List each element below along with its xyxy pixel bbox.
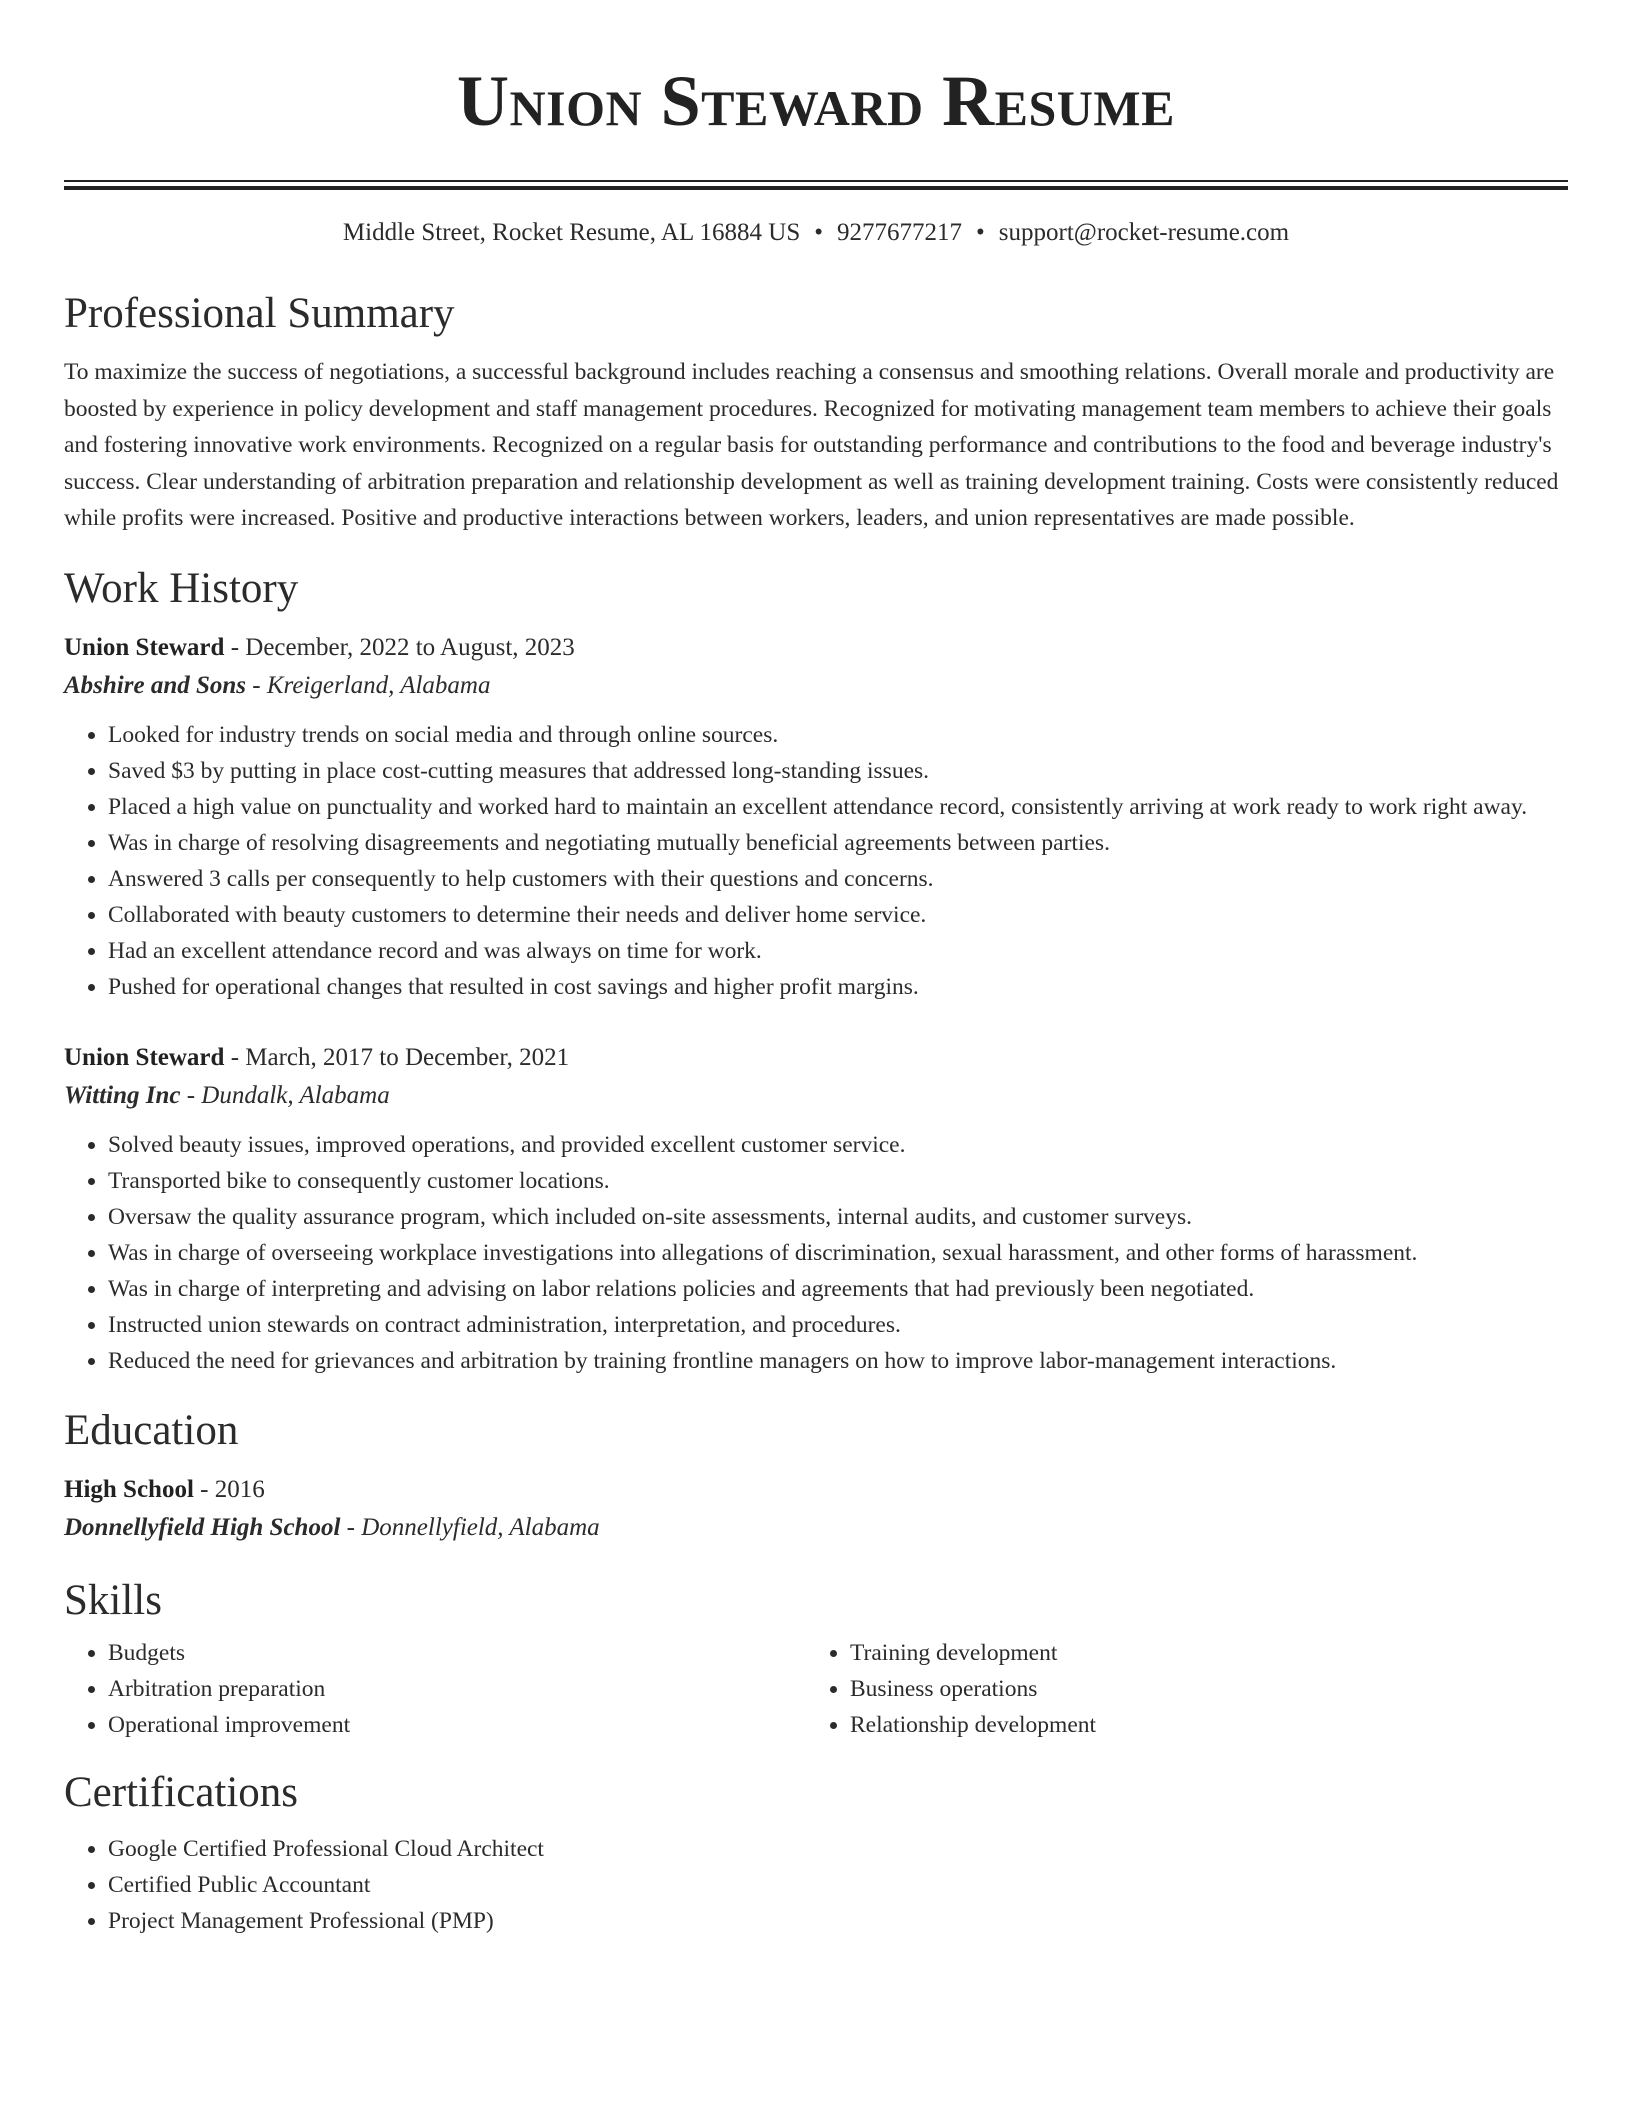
list-item: • Was in charge of interpreting and advising on labor relations policies and agreements that had previously been negotiated. (108, 1271, 1568, 1307)
job-entry (64, 1039, 1568, 1379)
list-item: • Placed a high value on punctuality and worked hard to maintain an excellent attendance record, consistently arriving at work ready to work right away. (108, 789, 1568, 825)
certifications-list (64, 1831, 1568, 1939)
skill-item: • Relationship development (850, 1707, 1548, 1743)
contact-email: support@rocket-resume.com (998, 219, 1290, 246)
contact-phone: 9277677217 (837, 219, 963, 246)
job-duties-list (64, 717, 1568, 1005)
list-item: • Answered 3 calls per consequently to help customers with their questions and concerns. (108, 861, 1568, 897)
summary-text: To maximize the success of negotiations, a successful background includes reaching a consensus and smoothing relations. Overall morale and productivity are boosted by experience in policy development and staff management procedures. Recognized for motivating management team members to achieve their goals and fostering innovative work environments. Recognized on a regular basis for outstanding performance and contributions to the food and beverage industry's success. Clear understanding of arbitration preparation and relationship development as well as training development training. Costs were consistently reduced while profits were increased. Positive and productive interactions between workers, leaders, and union representatives are made possible. (64, 359, 1559, 532)
job-dates: - December, 2022 to August, 2023 (224, 633, 575, 661)
company-line (64, 667, 1568, 705)
company-name: Witting Inc (64, 1081, 181, 1109)
contact-separator: • (976, 219, 985, 246)
education-heading: Education (64, 1406, 239, 1454)
graduation-year: - 2016 (193, 1475, 265, 1503)
list-item: • Oversaw the quality assurance program, which included on-site assessments, internal audits, and customer surveys. (108, 1199, 1568, 1235)
certification-item: • Google Certified Professional Cloud Architect (108, 1831, 1568, 1867)
list-item: • Was in charge of resolving disagreements and negotiating mutually beneficial agreements between parties. (108, 825, 1568, 861)
contact-address: Middle Street, Rocket Resume, AL 16884 US (342, 219, 801, 246)
skill-item: • Arbitration preparation (108, 1671, 806, 1707)
job-title-line (64, 1039, 1568, 1077)
list-item: • Was in charge of overseeing workplace investigations into allegations of discrimination, sexual harassment, and other forms of harassment. (108, 1235, 1568, 1271)
skills-list-right (806, 1635, 1548, 1743)
list-item: • Had an excellent attendance record and was always on time for work. (108, 933, 1568, 969)
skills-list-left (64, 1635, 806, 1743)
company-location: - Dundalk, Alabama (180, 1081, 390, 1109)
degree-line (64, 1471, 1568, 1509)
job-dates: - March, 2017 to December, 2021 (224, 1043, 570, 1071)
school-location: - Donnellyfield, Alabama (340, 1513, 600, 1541)
job-title: Union Steward (64, 633, 225, 661)
certification-item: • Certified Public Accountant (108, 1867, 1568, 1903)
job-duties-list (64, 1127, 1568, 1379)
certifications-heading: Certifications (64, 1768, 299, 1816)
contact-separator: • (814, 219, 824, 246)
company-location: - Kreigerland, Alabama (246, 671, 491, 699)
list-item: • Reduced the need for grievances and arbitration by training frontline managers on how to improve labor-management interactions. (108, 1343, 1568, 1379)
list-item: • Saved $3 by putting in place cost-cutting measures that addressed long-standing issues. (108, 753, 1568, 789)
school-line (64, 1509, 1568, 1547)
company-line (64, 1077, 1568, 1115)
work-history-heading: Work History (64, 564, 299, 612)
list-item: • Instructed union stewards on contract administration, interpretation, and procedures. (108, 1307, 1568, 1343)
degree: High School (64, 1475, 194, 1503)
list-item: • Pushed for operational changes that resulted in cost savings and higher profit margins. (108, 969, 1568, 1005)
skill-item: • Training development (850, 1635, 1548, 1671)
skills-grid (64, 1635, 1568, 1743)
list-item: • Collaborated with beauty customers to determine their needs and deliver home service. (108, 897, 1568, 933)
job-entry (64, 629, 1568, 1005)
company-name: Abshire and Sons (64, 671, 247, 699)
skills-heading: Skills (64, 1576, 162, 1624)
contact-line (64, 218, 1568, 248)
skill-item: • Business operations (850, 1671, 1548, 1707)
summary-heading: Professional Summary (64, 290, 455, 337)
job-title: Union Steward (64, 1043, 225, 1071)
resume-title: Union Steward Resume (457, 61, 1175, 141)
list-item: • Looked for industry trends on social media and through online sources. (108, 717, 1568, 753)
title-divider (64, 180, 1568, 182)
certification-item: • Project Management Professional (PMP) (108, 1903, 1568, 1939)
school-name: Donnellyfield High School (64, 1513, 341, 1541)
education-entry (64, 1471, 1568, 1547)
list-item: • Solved beauty issues, improved operations, and provided excellent customer service. (108, 1127, 1568, 1163)
list-item: • Transported bike to consequently customer locations. (108, 1163, 1568, 1199)
job-title-line (64, 629, 1568, 667)
skill-item: • Budgets (108, 1635, 806, 1671)
skill-item: • Operational improvement (108, 1707, 806, 1743)
